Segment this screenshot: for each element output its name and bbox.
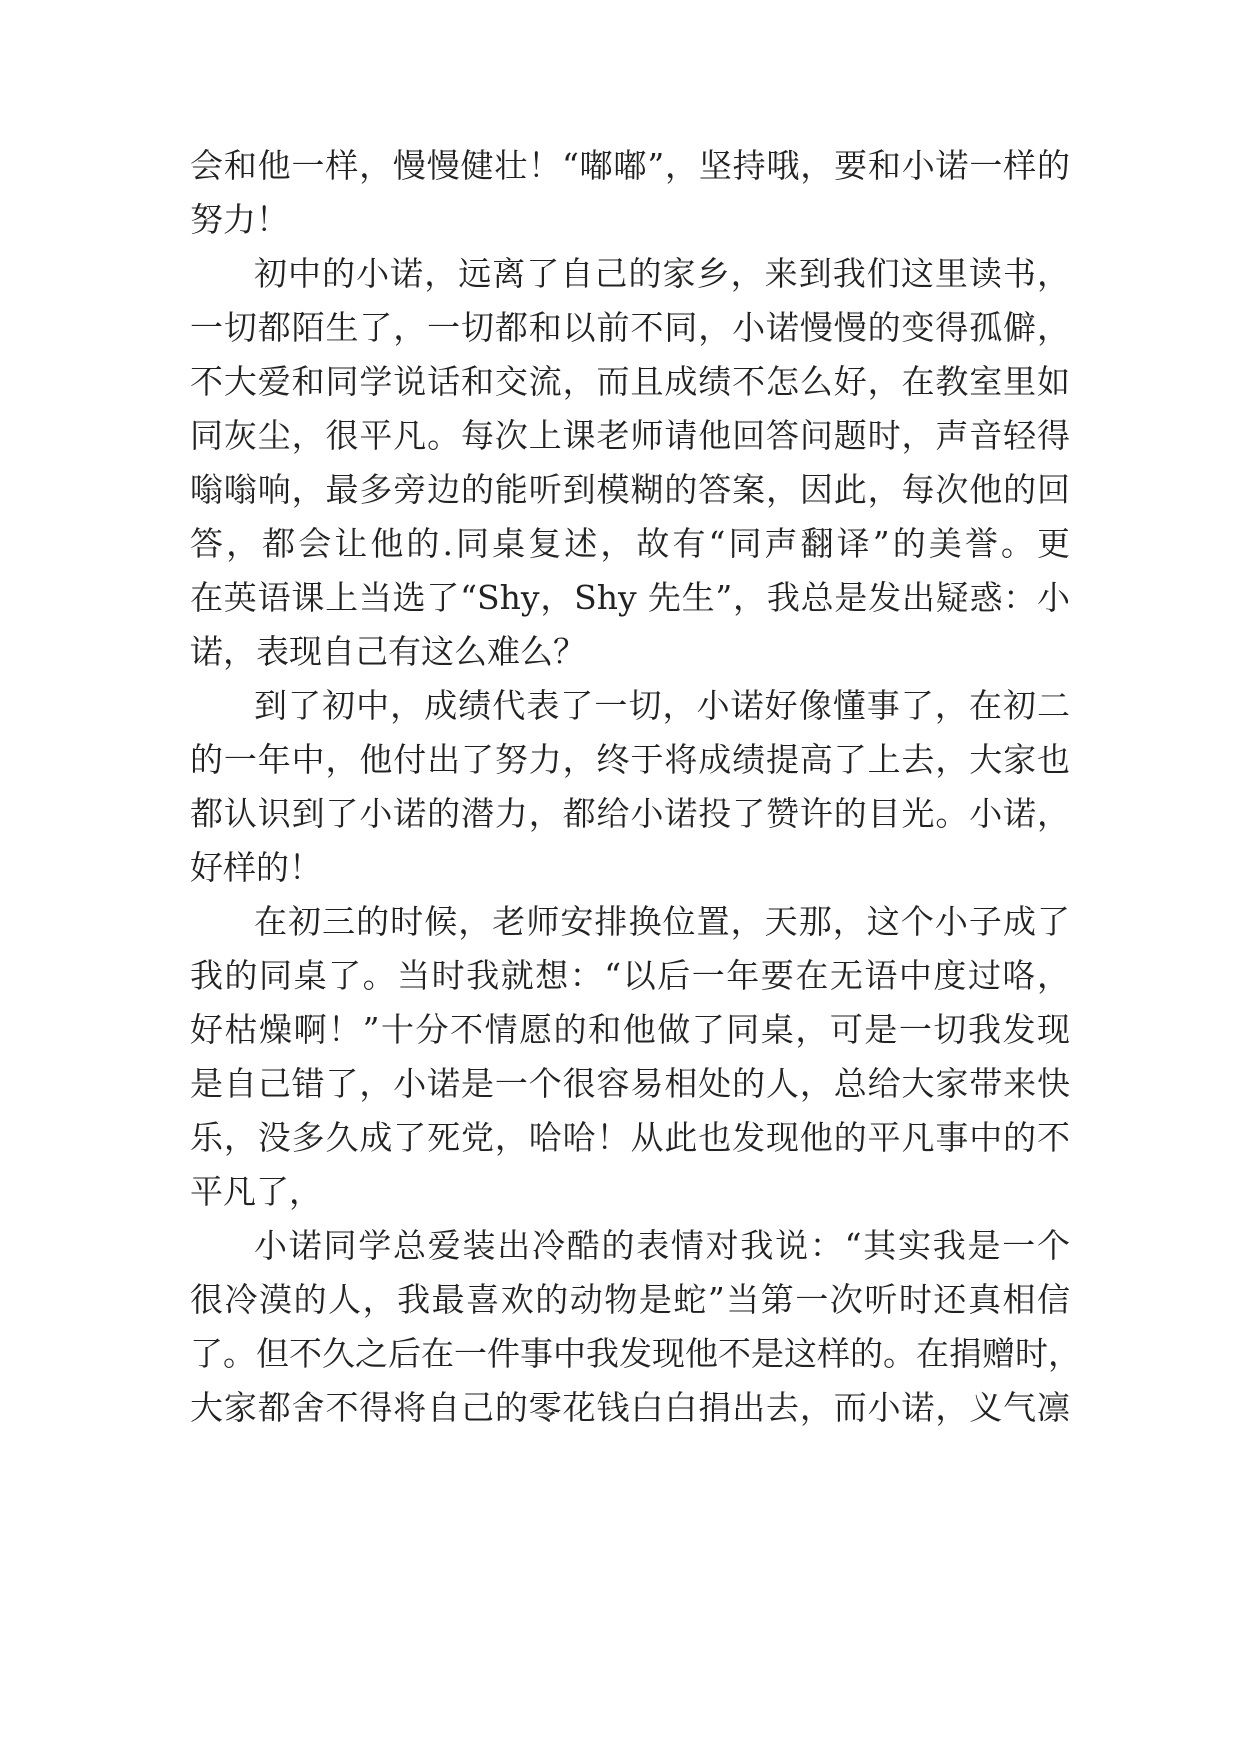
text-line: 一切都陌生了，一切都和以前不同，小诺慢慢的变得孤僻， bbox=[190, 308, 1070, 347]
text-line: 好枯燥啊！”十分不情愿的和他做了同桌，可是一切我发现 bbox=[190, 1010, 1070, 1049]
paragraph-first-line: 到了初中，成绩代表了一切，小诺好像懂事了，在初二 bbox=[254, 686, 1070, 725]
text-line: 诺，表现自己有这么难么？ bbox=[190, 632, 586, 671]
paragraph-first-line: 在初三的时候，老师安排换位置，天那，这个小子成了 bbox=[254, 902, 1070, 941]
text-line: 在英语课上当选了“Shy，Shy 先生”，我总是发出疑惑：小 bbox=[190, 578, 1070, 617]
text-line: 乐，没多久成了死党，哈哈！从此也发现他的平凡事中的不 bbox=[190, 1118, 1070, 1157]
text-line: 嗡嗡响，最多旁边的能听到模糊的答案，因此，每次他的回 bbox=[190, 470, 1070, 509]
text-line: 答，都会让他的.同桌复述，故有“同声翻译”的美誉。更 bbox=[190, 524, 1070, 563]
text-line: 同灰尘，很平凡。每次上课老师请他回答问题时，声音轻得 bbox=[190, 416, 1070, 455]
text-line: 的一年中，他付出了努力，终于将成绩提高了上去，大家也 bbox=[190, 740, 1070, 779]
text-line: 了。但不久之后在一件事中我发现他不是这样的。在捐赠时， bbox=[190, 1334, 1081, 1373]
text-line: 很冷漠的人，我最喜欢的动物是蛇”当第一次听时还真相信 bbox=[190, 1280, 1070, 1319]
text-line: 大家都舍不得将自己的零花钱白白捐出去，而小诺，义气凛 bbox=[190, 1388, 1070, 1427]
text-line: 努力！ bbox=[190, 200, 289, 239]
paragraph-first-line: 小诺同学总爱装出冷酷的表情对我说：“其实我是一个 bbox=[254, 1226, 1070, 1265]
text-line: 是自己错了，小诺是一个很容易相处的人，总给大家带来快 bbox=[190, 1064, 1070, 1103]
paragraph-first-line: 初中的小诺，远离了自己的家乡，来到我们这里读书， bbox=[254, 254, 1070, 293]
text-line: 会和他一样，慢慢健壮！“嘟嘟”，坚持哦，要和小诺一样的 bbox=[190, 146, 1070, 185]
text-line: 我的同桌了。当时我就想：“以后一年要在无语中度过咯， bbox=[190, 956, 1070, 995]
text-line: 平凡了， bbox=[190, 1172, 322, 1211]
text-line: 不大爱和同学说话和交流，而且成绩不怎么好，在教室里如 bbox=[190, 362, 1070, 401]
text-line: 好样的！ bbox=[190, 848, 322, 887]
text-line: 都认识到了小诺的潜力，都给小诺投了赞许的目光。小诺， bbox=[190, 794, 1070, 833]
